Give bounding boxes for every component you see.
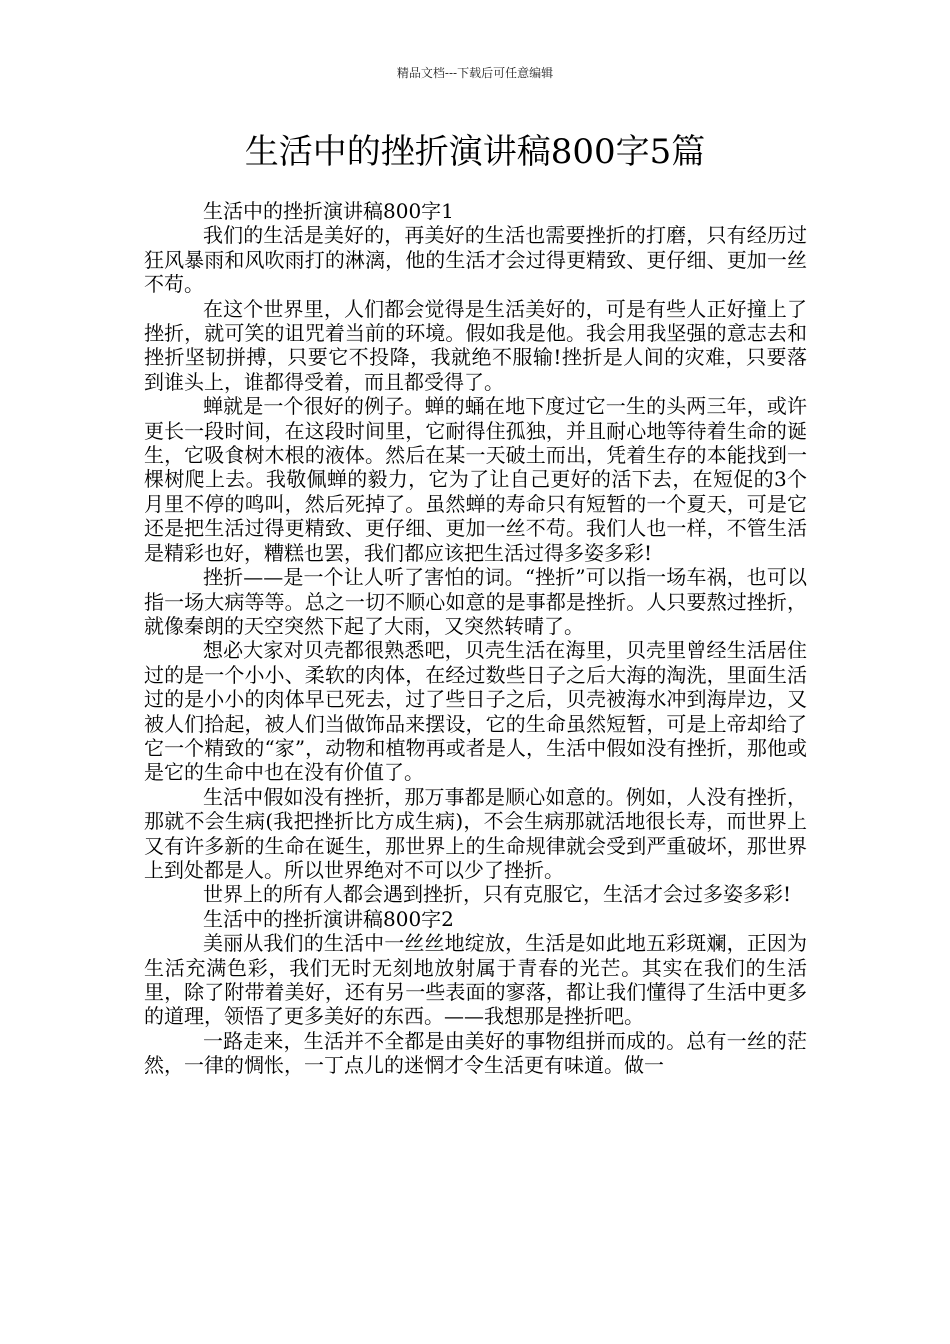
- paragraph: 美丽从我们的生活中一丝丝地绽放，生活是如此地五彩斑斓，正因为生活充满色彩，我们无时无刻地放射属于青春的光芒。其实在我们的生活里，除了附带着美好，还有另一些表面的寥落，都让我们懂得了生活中更多的道理，领悟了更多美好的东西。——我想那是挫折吧。: [144, 931, 807, 1029]
- paragraph: 在这个世界里，人们都会觉得是生活美好的，可是有些人正好撞上了挫折，就可笑的诅咒着当前的环境。假如我是他。我会用我坚强的意志去和挫折坚韧拼搏，只要它不投降，我就绝不服输!挫折是人间的灾难，只要落到谁头上，谁都得受着，而且都受得了。: [144, 296, 807, 394]
- paragraph: 一路走来，生活并不全都是由美好的事物组拼而成的。总有一丝的茫然，一律的惆怅，一丁点儿的迷惘才令生活更有味道。做一: [144, 1028, 807, 1078]
- document-title: 生活中的挫折演讲稿800字5篇: [244, 132, 706, 172]
- paragraph: 我们的生活是美好的，再美好的生活也需要挫折的打磨，只有经历过狂风暴雨和风吹雨打的淋漓，他的生活才会过得更精致、更仔细、更加一丝不苟。: [144, 223, 807, 297]
- paragraph: 生活中假如没有挫折，那万事都是顺心如意的。例如，人没有挫折，那就不会生病(我把挫折比方成生病)，不会生病那就活地很长寿，而世界上又有许多新的生命在诞生，那世界上的生命规律就会受到严重破坏，那世界上到处都是人。所以世界绝对不可以少了挫折。: [144, 784, 807, 882]
- paragraph: 想必大家对贝壳都很熟悉吧，贝壳生活在海里，贝壳里曾经生活居住过的是一个小小、柔软的肉体，在经过数些日子之后大海的淘洗，里面生活过的是小小的肉体早已死去，过了些日子之后，贝壳被海水冲到海岸边，又被人们拾起，被人们当做饰品来摆设，它的生命虽然短暂，可是上帝却给了它一个精致的“家”，动物和植物再或者是人，生活中假如没有挫折，那他或是它的生命中也在没有价值了。: [144, 638, 807, 785]
- paragraph: 蝉就是一个很好的例子。蝉的蛹在地下度过它一生的头两三年，或许更长一段时间，在这段时间里，它耐得住孤独，并且耐心地等待着生命的诞生，它吸食树木根的液体。然后在某一天破土而出，凭着生存的本能找到一棵树爬上去。我敬佩蝉的毅力，它为了让自己更好的活下去，在短促的3个月里不停的鸣叫，然后死掉了。虽然蝉的寿命只有短暂的一个夏天，可是它还是把生活过得更精致、更仔细、更加一丝不苟。我们人也一样，不管生活是精彩也好，糟糕也罢，我们都应该把生活过得多姿多彩!: [144, 394, 807, 565]
- page-header-note: 精品文档---下载后可任意编辑: [396, 66, 554, 80]
- section-heading-1: 生活中的挫折演讲稿800字1: [203, 199, 454, 223]
- document-body: [144, 199, 807, 1078]
- paragraph: 挫折——是一个让人听了害怕的词。“挫折”可以指一场车祸，也可以指一场大病等等。总之一切不顺心如意的是事都是挫折。人只要熬过挫折，就像秦朗的天空突然下起了大雨，又突然转晴了。: [144, 565, 807, 638]
- section-heading-2: 生活中的挫折演讲稿800字2: [203, 906, 454, 931]
- paragraph: 世界上的所有人都会遇到挫折，只有克服它，生活才会过多姿多彩!: [203, 882, 792, 907]
